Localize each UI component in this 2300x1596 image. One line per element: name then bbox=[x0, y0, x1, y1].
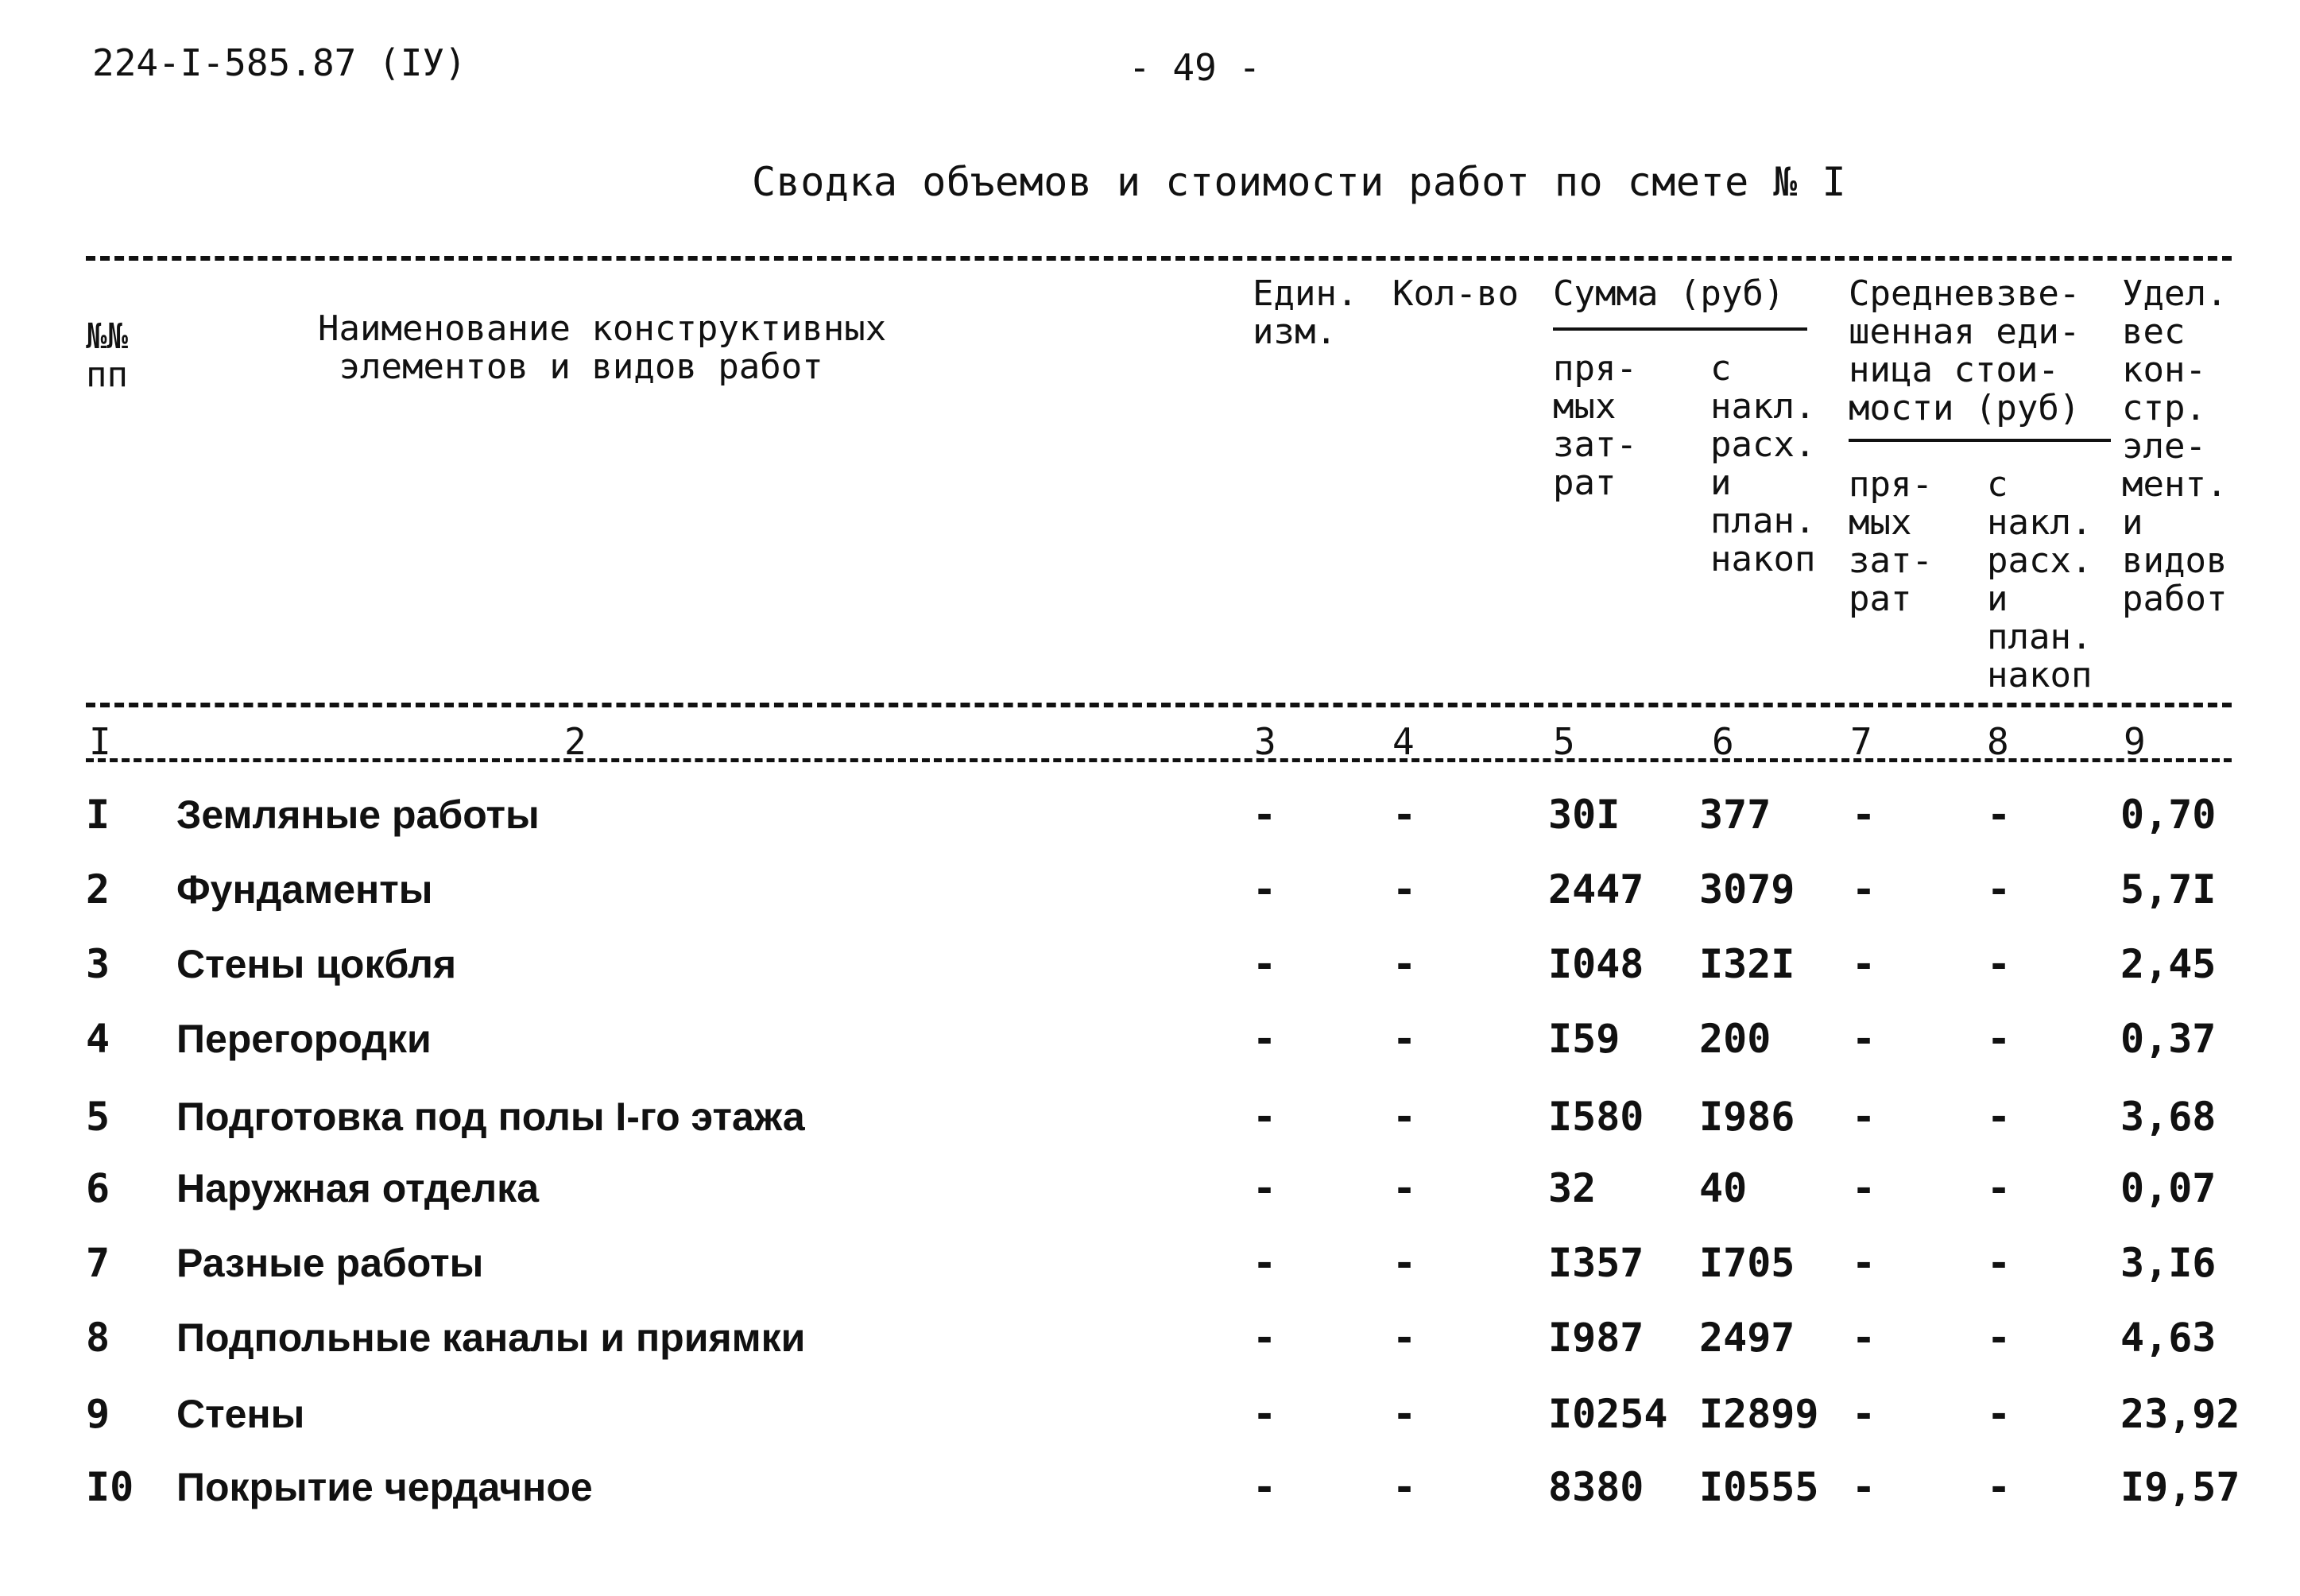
row-unit: - bbox=[1253, 1315, 1277, 1361]
row-number: 4 bbox=[86, 1016, 110, 1062]
table-row bbox=[0, 941, 2300, 1016]
header-avg-direct: пря- мых зат- рат bbox=[1849, 464, 1933, 619]
row-number: 5 bbox=[86, 1094, 110, 1140]
row-weight: I9,57 bbox=[2120, 1464, 2240, 1510]
header-avg: Средневзве- шенная еди- ница стои- мости (руб) bbox=[1849, 273, 2081, 428]
row-direct-cost: I048 bbox=[1548, 941, 1644, 987]
row-direct-cost: I357 bbox=[1548, 1240, 1644, 1286]
row-overhead-cost: 40 bbox=[1699, 1165, 1748, 1211]
row-avg-overhead: - bbox=[1987, 1464, 2012, 1510]
row-avg-overhead: - bbox=[1987, 1165, 2012, 1211]
header-bottom-rule bbox=[86, 703, 2232, 707]
document-title: Сводка объемов и стоимости работ по смете № I bbox=[752, 159, 1847, 205]
doc-code: 224-I-585.87 (IУ) bbox=[92, 41, 467, 84]
row-unit: - bbox=[1253, 1165, 1277, 1211]
row-unit: - bbox=[1253, 1464, 1277, 1510]
row-avg-overhead: - bbox=[1987, 1240, 2012, 1286]
row-direct-cost: 8380 bbox=[1548, 1464, 1644, 1510]
row-qty: - bbox=[1392, 1016, 1417, 1062]
header-weight: Удел. вес кон- стр. эле- мент. и видов работ bbox=[2122, 273, 2228, 619]
row-number: 7 bbox=[86, 1240, 110, 1286]
row-direct-cost: 2447 bbox=[1548, 866, 1644, 912]
row-weight: 23,92 bbox=[2120, 1391, 2240, 1437]
row-direct-cost: I987 bbox=[1548, 1315, 1644, 1361]
row-name: Перегородки bbox=[176, 1017, 432, 1061]
row-unit: - bbox=[1253, 866, 1277, 912]
row-unit: - bbox=[1253, 1240, 1277, 1286]
colnum-4: 4 bbox=[1392, 720, 1415, 763]
table-row bbox=[0, 1464, 2300, 1539]
row-weight: 5,7I bbox=[2120, 866, 2217, 912]
row-avg-overhead: - bbox=[1987, 1016, 2012, 1062]
row-name: Фундаменты bbox=[176, 867, 433, 912]
row-avg-overhead: - bbox=[1987, 1315, 2012, 1361]
row-overhead-cost: 3079 bbox=[1699, 866, 1795, 912]
row-qty: - bbox=[1392, 1464, 1417, 1510]
row-overhead-cost: I0555 bbox=[1699, 1464, 1819, 1510]
row-avg-direct: - bbox=[1852, 1391, 1876, 1437]
row-qty: - bbox=[1392, 941, 1417, 987]
row-number: 3 bbox=[86, 941, 110, 987]
row-avg-overhead: - bbox=[1987, 941, 2012, 987]
top-rule bbox=[86, 256, 2232, 261]
row-overhead-cost: I986 bbox=[1699, 1094, 1795, 1140]
table-row bbox=[0, 1391, 2300, 1466]
row-number: 8 bbox=[86, 1315, 110, 1361]
colnum-5: 5 bbox=[1553, 720, 1575, 763]
colnum-6: 6 bbox=[1712, 720, 1734, 763]
header-name: Наименование конструктивных элементов и видов работ bbox=[318, 308, 887, 387]
row-unit: - bbox=[1253, 1016, 1277, 1062]
colnum-3: 3 bbox=[1254, 720, 1276, 763]
row-overhead-cost: I2899 bbox=[1699, 1391, 1819, 1437]
row-overhead-cost: 2497 bbox=[1699, 1315, 1795, 1361]
row-avg-direct: - bbox=[1852, 866, 1876, 912]
row-weight: 0,37 bbox=[2120, 1016, 2217, 1062]
row-name: Разные работы bbox=[176, 1241, 484, 1285]
row-direct-cost: 30I bbox=[1548, 792, 1620, 838]
row-qty: - bbox=[1392, 1165, 1417, 1211]
header-sum-direct: пря- мых зат- рат bbox=[1553, 348, 1637, 503]
row-overhead-cost: I32I bbox=[1699, 941, 1795, 987]
row-unit: - bbox=[1253, 941, 1277, 987]
table-row bbox=[0, 1165, 2300, 1240]
row-name: Земляные работы bbox=[176, 792, 540, 837]
row-qty: - bbox=[1392, 1315, 1417, 1361]
row-weight: 0,70 bbox=[2120, 792, 2217, 838]
row-direct-cost: I580 bbox=[1548, 1094, 1644, 1140]
row-unit: - bbox=[1253, 792, 1277, 838]
colnum-rule bbox=[86, 758, 2232, 762]
row-number: I bbox=[86, 792, 110, 838]
row-avg-overhead: - bbox=[1987, 866, 2012, 912]
row-weight: 2,45 bbox=[2120, 941, 2217, 987]
colnum-1: I bbox=[89, 720, 111, 763]
header-sum: Сумма (руб) bbox=[1553, 273, 1785, 314]
row-avg-overhead: - bbox=[1987, 792, 2012, 838]
table-row bbox=[0, 1094, 2300, 1168]
row-unit: - bbox=[1253, 1391, 1277, 1437]
row-qty: - bbox=[1392, 866, 1417, 912]
table-row bbox=[0, 1240, 2300, 1315]
row-avg-direct: - bbox=[1852, 1094, 1876, 1140]
row-avg-direct: - bbox=[1852, 1016, 1876, 1062]
table-row bbox=[0, 866, 2300, 941]
row-direct-cost: I0254 bbox=[1548, 1391, 1668, 1437]
row-weight: 3,I6 bbox=[2120, 1240, 2217, 1286]
row-number: 6 bbox=[86, 1165, 110, 1211]
row-weight: 0,07 bbox=[2120, 1165, 2217, 1211]
row-avg-direct: - bbox=[1852, 1240, 1876, 1286]
row-number: I0 bbox=[86, 1464, 134, 1510]
row-avg-direct: - bbox=[1852, 1464, 1876, 1510]
row-overhead-cost: I705 bbox=[1699, 1240, 1795, 1286]
row-avg-direct: - bbox=[1852, 1165, 1876, 1211]
header-num: №№ пп bbox=[86, 316, 128, 395]
row-name: Наружная отделка bbox=[176, 1166, 540, 1211]
row-qty: - bbox=[1392, 1391, 1417, 1437]
header-sum-separator bbox=[1553, 327, 1807, 331]
header-sum-overhead: с накл. расх. и план. накоп bbox=[1710, 348, 1816, 579]
colnum-9: 9 bbox=[2124, 720, 2146, 763]
row-qty: - bbox=[1392, 1094, 1417, 1140]
page-number: - 49 - bbox=[1129, 46, 1261, 89]
header-qty: Кол-во bbox=[1392, 273, 1519, 314]
header-avg-overhead: с накл. расх. и план. накоп bbox=[1987, 464, 2093, 695]
row-overhead-cost: 377 bbox=[1699, 792, 1771, 838]
row-name: Подготовка под полы I-го этажа bbox=[176, 1094, 805, 1139]
row-number: 2 bbox=[86, 866, 110, 912]
row-avg-direct: - bbox=[1852, 1315, 1876, 1361]
colnum-7: 7 bbox=[1850, 720, 1872, 763]
row-name: Подпольные каналы и приямки bbox=[176, 1315, 806, 1360]
row-overhead-cost: 200 bbox=[1699, 1016, 1771, 1062]
row-number: 9 bbox=[86, 1391, 110, 1437]
row-unit: - bbox=[1253, 1094, 1277, 1140]
row-weight: 3,68 bbox=[2120, 1094, 2217, 1140]
row-name: Стены bbox=[176, 1392, 305, 1436]
header-avg-separator bbox=[1849, 439, 2111, 442]
row-qty: - bbox=[1392, 1240, 1417, 1286]
row-direct-cost: 32 bbox=[1548, 1165, 1597, 1211]
table-row bbox=[0, 1315, 2300, 1389]
row-avg-direct: - bbox=[1852, 792, 1876, 838]
row-qty: - bbox=[1392, 792, 1417, 838]
row-weight: 4,63 bbox=[2120, 1315, 2217, 1361]
table-row bbox=[0, 1016, 2300, 1090]
row-avg-overhead: - bbox=[1987, 1094, 2012, 1140]
row-name: Покрытие чердачное bbox=[176, 1465, 593, 1509]
row-avg-direct: - bbox=[1852, 941, 1876, 987]
header-unit: Един. изм. bbox=[1253, 273, 1358, 352]
row-direct-cost: I59 bbox=[1548, 1016, 1620, 1062]
row-name: Стены цокбля bbox=[176, 942, 457, 986]
row-avg-overhead: - bbox=[1987, 1391, 2012, 1437]
colnum-8: 8 bbox=[1987, 720, 2009, 763]
colnum-2: 2 bbox=[564, 720, 587, 763]
table-row bbox=[0, 792, 2300, 866]
